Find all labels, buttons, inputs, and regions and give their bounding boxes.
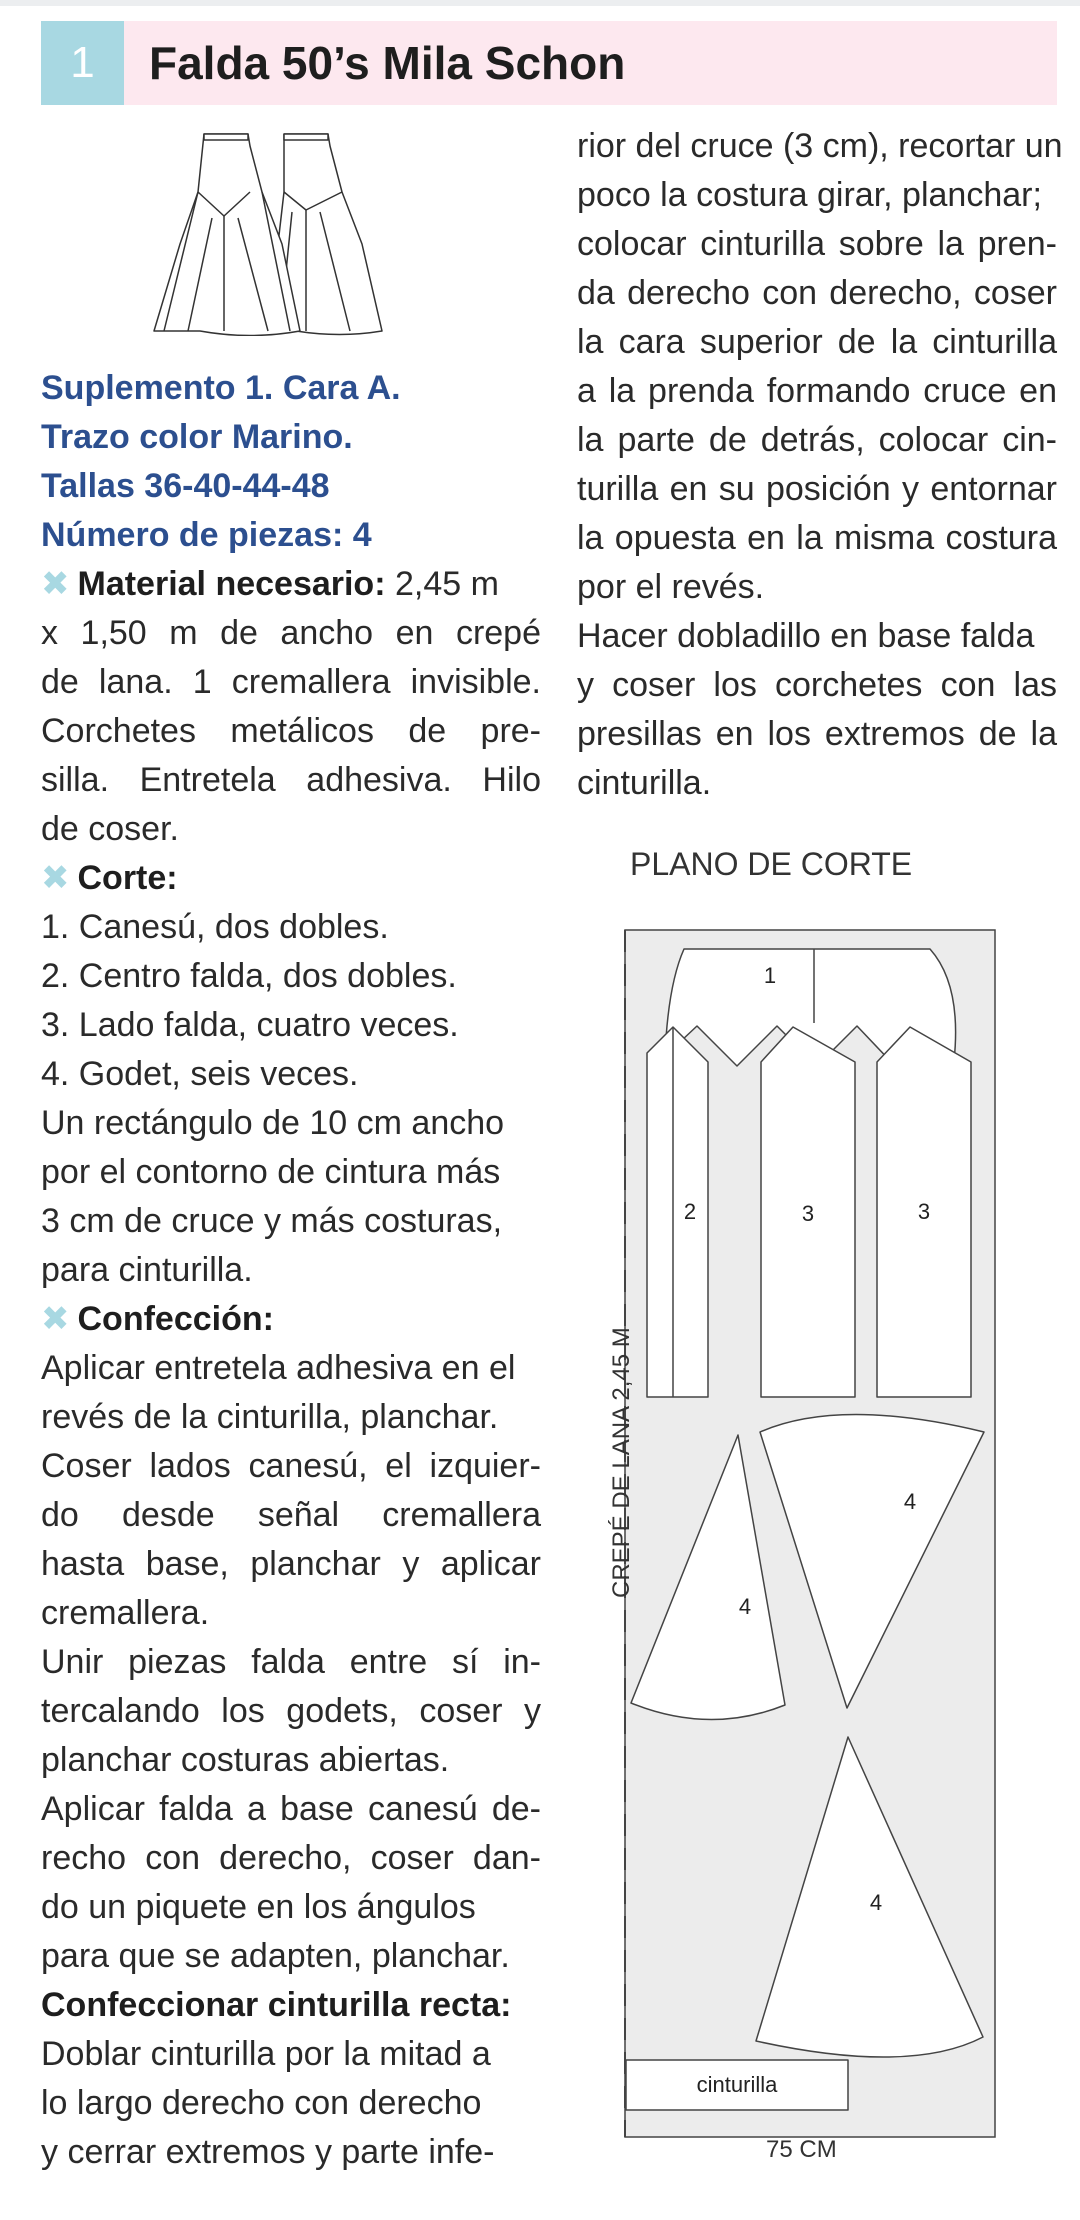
corte-extra-line: por el contorno de cintura más: [41, 1153, 501, 1191]
corte-item: [41, 1050, 541, 1099]
confeccion-line: Coser lados canesú, el izquier-: [41, 1447, 541, 1485]
right-line: la parte de detrás, colocar cin-: [577, 421, 1057, 459]
cutting-plan-diagram: [590, 925, 1030, 2165]
material-line: de coser.: [41, 810, 179, 848]
fabric-width-label: 75 CM: [766, 2136, 837, 2163]
corte-item-number: 2.: [41, 957, 70, 995]
confeccion-line: tercalando los godets, coser y: [41, 1692, 541, 1730]
right-line: presillas en los extremos de la: [577, 715, 1057, 753]
material-text: 2,45 m: [385, 565, 499, 603]
corte-item: [41, 1001, 541, 1050]
left-column: [41, 364, 541, 2177]
piece-label: 3: [801, 1201, 815, 1226]
right-line: a la prenda formando cruce en: [577, 372, 1057, 410]
confeccion-line: para que se adapten, planchar.: [41, 1937, 510, 1975]
corte-item: [41, 903, 541, 952]
piece-label: 3: [917, 1199, 931, 1224]
corte-item-number: 4.: [41, 1055, 70, 1093]
spec-line: Trazo color Marino.: [41, 418, 353, 456]
confeccion-line: hasta base, planchar y aplicar: [41, 1545, 541, 1583]
material-label: Material necesario:: [77, 565, 386, 603]
corte-extra-line: para cinturilla.: [41, 1251, 253, 1289]
material-line: silla. Entretela adhesiva. Hilo: [41, 761, 541, 799]
corte-label: Corte:: [77, 859, 178, 897]
corte-item-text: Canesú, dos dobles.: [69, 908, 389, 946]
piece-label: 4: [738, 1594, 752, 1619]
cinturilla-line: Doblar cinturilla por la mitad a: [41, 2035, 491, 2073]
cross-bullet-icon: ✖: [41, 1300, 70, 1338]
right-line: da derecho con derecho, coser: [577, 274, 1057, 312]
right-line: y coser los corchetes con las: [577, 666, 1057, 704]
right-line: Hacer dobladillo en base falda: [577, 617, 1035, 655]
corte-item-number: 3.: [41, 1006, 70, 1044]
piece-label: cinturilla: [696, 2072, 778, 2097]
right-line: rior del cruce (3 cm), recortar un: [577, 127, 1063, 165]
right-line: poco la costura girar, planchar;: [577, 176, 1042, 214]
confeccion-line: planchar costuras abiertas.: [41, 1741, 450, 1779]
skirt-illustration: [150, 126, 410, 336]
material-line: x 1,50 m de ancho en crepé: [41, 614, 541, 652]
spec-line: Suplemento 1. Cara A.: [41, 369, 401, 407]
confeccion-line: Aplicar entretela adhesiva en el: [41, 1349, 516, 1387]
corte-heading: [41, 854, 541, 903]
cinturilla-line: y cerrar extremos y parte infe-: [41, 2133, 495, 2171]
fabric-length-label: CREPÉ DE LANA 2,45 M: [608, 1327, 635, 1598]
piece-label: 2: [683, 1199, 697, 1224]
confeccion-line: revés de la cinturilla, planchar.: [41, 1398, 499, 1436]
cross-bullet-icon: ✖: [41, 859, 70, 897]
right-line: colocar cinturilla sobre la pren-: [577, 225, 1057, 263]
pattern-number-badge: 1: [41, 21, 124, 105]
cutting-plan-title: PLANO DE CORTE: [630, 846, 913, 882]
right-line: por el revés.: [577, 568, 765, 606]
material-line: Corchetes metálicos de pre-: [41, 712, 541, 750]
corte-item-text: Lado falda, cuatro veces.: [69, 1006, 459, 1044]
corte-item: [41, 952, 541, 1001]
confeccion-label: Confección:: [77, 1300, 274, 1338]
confeccion-line: recho con derecho, coser dan-: [41, 1839, 541, 1877]
confeccion-line: do desde señal cremallera: [41, 1496, 541, 1534]
spec-line: Tallas 36-40-44-48: [41, 467, 330, 505]
material-heading-line: [41, 560, 541, 609]
piece-label: 4: [903, 1489, 917, 1514]
right-line: la cara superior de la cinturilla: [577, 323, 1057, 361]
right-column: [577, 122, 1063, 808]
corte-extra-line: Un rectángulo de 10 cm ancho: [41, 1104, 505, 1142]
piece-label: 1: [763, 963, 777, 988]
confeccion-line: do un piquete en los ángulos: [41, 1888, 476, 1926]
right-line: la opuesta en la misma costura: [577, 519, 1057, 557]
cinturilla-subheading: Confeccionar cinturilla recta:: [41, 1986, 512, 2024]
spec-line: Número de piezas: 4: [41, 516, 372, 554]
article-header: [41, 21, 1057, 105]
corte-item-text: Centro falda, dos dobles.: [69, 957, 457, 995]
confeccion-line: cremallera.: [41, 1594, 210, 1632]
corte-item-number: 1.: [41, 908, 70, 946]
confeccion-heading: [41, 1295, 541, 1344]
corte-extra-line: 3 cm de cruce y más costuras,: [41, 1202, 503, 1240]
right-line: turilla en su posición y entornar: [577, 470, 1057, 508]
corte-item-text: Godet, seis veces.: [69, 1055, 359, 1093]
cross-bullet-icon: ✖: [41, 565, 70, 603]
cinturilla-line: lo largo derecho con derecho: [41, 2084, 482, 2122]
top-divider: [0, 0, 1080, 6]
piece-label: 4: [869, 1890, 883, 1915]
material-line: de lana. 1 cremallera invisible.: [41, 663, 541, 701]
right-line: cinturilla.: [577, 764, 712, 802]
confeccion-line: Aplicar falda a base canesú de-: [41, 1790, 541, 1828]
article-title: Falda 50’s Mila Schon: [149, 37, 626, 89]
piece-centro-falda: [647, 1027, 708, 1397]
confeccion-line: Unir piezas falda entre sí in-: [41, 1643, 541, 1681]
